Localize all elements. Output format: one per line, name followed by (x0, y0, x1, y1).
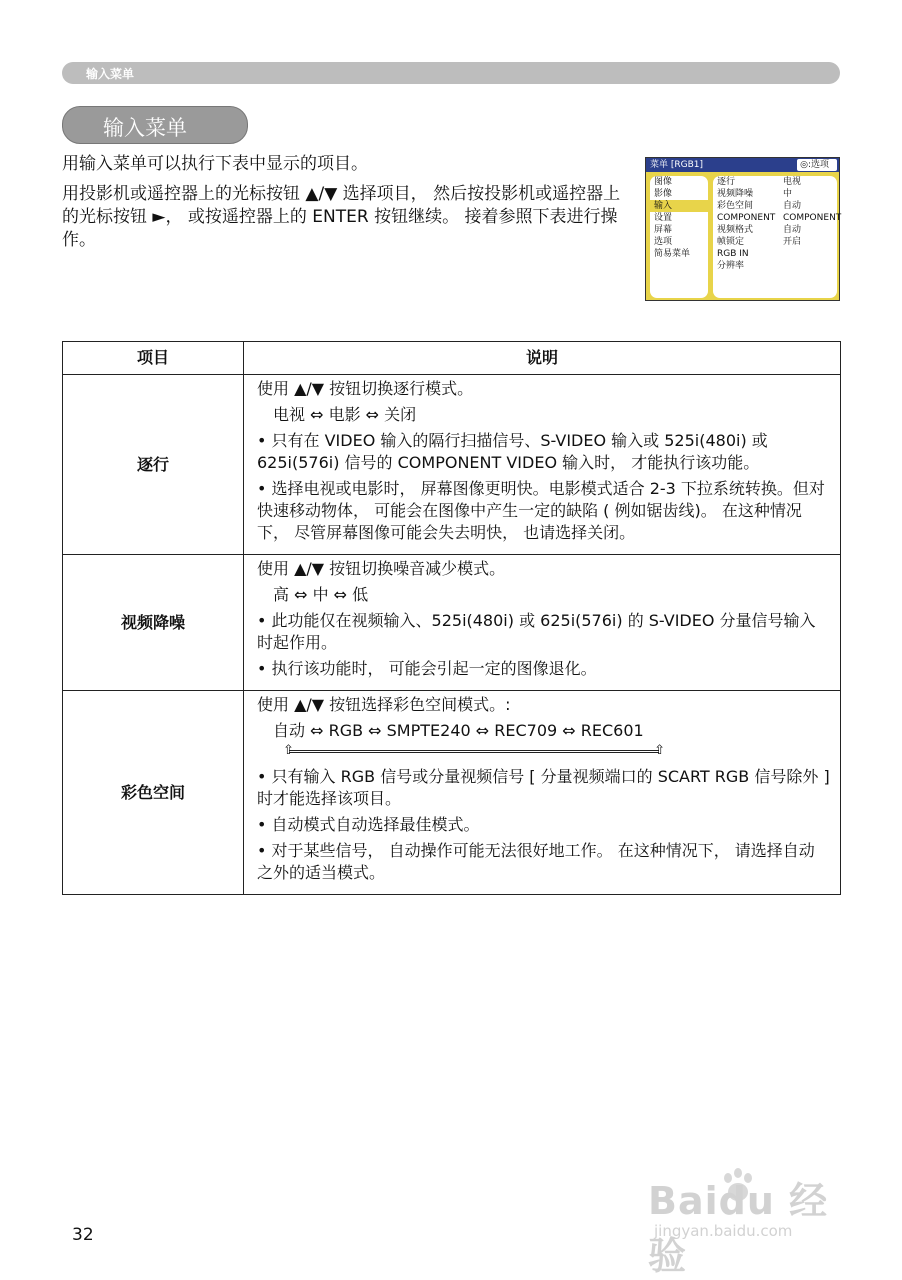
menu-right-key: 视频降噪 (717, 189, 754, 199)
menu-screenshot-title: 菜单 [RGB1] (650, 160, 704, 170)
menu-screenshot-titlebar (646, 158, 839, 172)
option-sequence: 电视 ⇔ 电影 ⇔ 关闭 (273, 405, 417, 424)
row-description (244, 555, 841, 691)
row-description (244, 375, 841, 555)
menu-right-key: 逐行 (717, 177, 736, 187)
menu-right-value: 开启 (783, 237, 802, 247)
description-bullet: • 自动模式自动选择最佳模式。 (257, 815, 480, 834)
row-description (244, 691, 841, 895)
description-bullet: • 只有在 VIDEO 输入的隔行扫描信号、S-VIDEO 输入或 525i(480i) 或 625i(576i) 信号的 COMPONENT VIDEO 输入时， 才能执行该功能。 (257, 431, 768, 472)
menu-right-row (713, 212, 842, 224)
menu-screenshot-hint: ◎:选项 (797, 159, 837, 171)
menu-right-value: 中 (783, 189, 793, 199)
menu-left-item-selected: 输入 (650, 200, 708, 212)
menu-right-key: 彩色空间 (717, 201, 754, 211)
watermark-url: jingyan.baidu.com (654, 1222, 793, 1240)
menu-right-value: 自动 (783, 225, 802, 235)
description-lead: 使用 ▲/▼ 按钮切换逐行模式。 (257, 379, 474, 398)
page-title: 输入菜单 (103, 116, 187, 140)
description-bullet: • 此功能仅在视频输入、525i(480i) 或 625i(576i) 的 S-VIDEO 分量信号输入时起作用。 (257, 611, 816, 652)
table-row (63, 555, 841, 691)
description-bullet: • 选择电视或电影时， 屏幕图像更明快。电影模式适合 2-3 下拉系统转换。但对快速移动物体， 可能会在图像中产生一定的缺陷 ( 例如锯齿线)。 在这种情况下， 尽管屏幕图像可能会失去明快， 也请选择关闭。 (257, 479, 825, 542)
arrow-up-icon: ⇧ (283, 743, 294, 758)
menu-left-item: 简易菜单 (654, 249, 691, 259)
menu-right-row (713, 236, 837, 248)
column-header-item: 项目 (63, 342, 244, 375)
table-row (63, 375, 841, 555)
menu-left-item: 屏幕 (654, 225, 673, 235)
table-header-row (63, 342, 841, 375)
menu-left-item: 影像 (654, 189, 673, 199)
menu-right-key: COMPONENT (717, 213, 776, 223)
menu-left-item: 图像 (654, 177, 673, 187)
menu-screenshot-right-list (713, 176, 842, 298)
row-item-video-nr: 视频降噪 (63, 555, 244, 691)
menu-right-row (713, 260, 837, 272)
menu-left-item: 设置 (654, 213, 673, 223)
menu-right-value: 自动 (783, 201, 802, 211)
description-bullet: • 执行该功能时， 可能会引起一定的图像退化。 (257, 659, 597, 678)
menu-right-row (713, 248, 837, 260)
menu-right-row (713, 176, 837, 188)
description-bullet: • 对于某些信号， 自动操作可能无法很好地工作。 在这种情况下， 请选择自动之外的适当模式。 (257, 841, 815, 882)
intro-line-1: 用输入菜单可以执行下表中显示的项目。 (62, 154, 368, 174)
row-item-color-space: 彩色空间 (63, 691, 244, 895)
loop-back-arrow (285, 744, 663, 760)
option-sequence: 自动 ⇔ RGB ⇔ SMPTE240 ⇔ REC709 ⇔ REC601 (273, 721, 644, 740)
menu-right-value: 电视 (783, 177, 802, 187)
settings-table (62, 341, 841, 895)
page-title-pill (62, 106, 248, 144)
watermark-brand: Baidu 经验 (648, 1179, 829, 1278)
page-number: 32 (72, 1225, 94, 1245)
menu-right-row (713, 224, 837, 236)
intro-text (62, 153, 622, 259)
menu-right-row (713, 200, 837, 212)
menu-right-key: 分辨率 (717, 261, 745, 271)
description-lead: 使用 ▲/▼ 按钮选择彩色空间模式。: (257, 695, 511, 714)
menu-left-item: 选项 (654, 237, 673, 247)
menu-right-value: COMPONENT (783, 213, 842, 223)
row-item-progressive: 逐行 (63, 375, 244, 555)
section-header-label: 输入菜单 (86, 67, 135, 81)
column-header-description: 说明 (244, 342, 841, 375)
description-bullet: • 只有输入 RGB 信号或分量视频信号 [ 分量视频端口的 SCART RGB 信号除外 ] 时才能选择该项目。 (257, 767, 830, 808)
baidu-watermark (648, 1170, 838, 1278)
menu-right-key: 视频格式 (717, 225, 754, 235)
menu-screenshot (645, 157, 840, 301)
section-header-bar (62, 62, 840, 84)
option-sequence: 高 ⇔ 中 ⇔ 低 (273, 585, 369, 604)
menu-screenshot-left-list (650, 176, 708, 298)
menu-right-key: RGB IN (717, 249, 749, 259)
arrow-up-icon: ⇧ (654, 743, 665, 758)
loop-line (289, 750, 659, 753)
description-lead: 使用 ▲/▼ 按钮切换噪音减少模式。 (257, 559, 506, 578)
intro-line-2: 用投影机或遥控器上的光标按钮 ▲/▼ 选择项目， 然后按投影机或遥控器上的光标按钮 ►， 或按遥控器上的 ENTER 按钮继续。 接着参照下表进行操作。 (62, 184, 621, 250)
table-row (63, 691, 841, 895)
menu-right-row (713, 188, 837, 200)
menu-right-key: 帧锁定 (717, 237, 745, 247)
